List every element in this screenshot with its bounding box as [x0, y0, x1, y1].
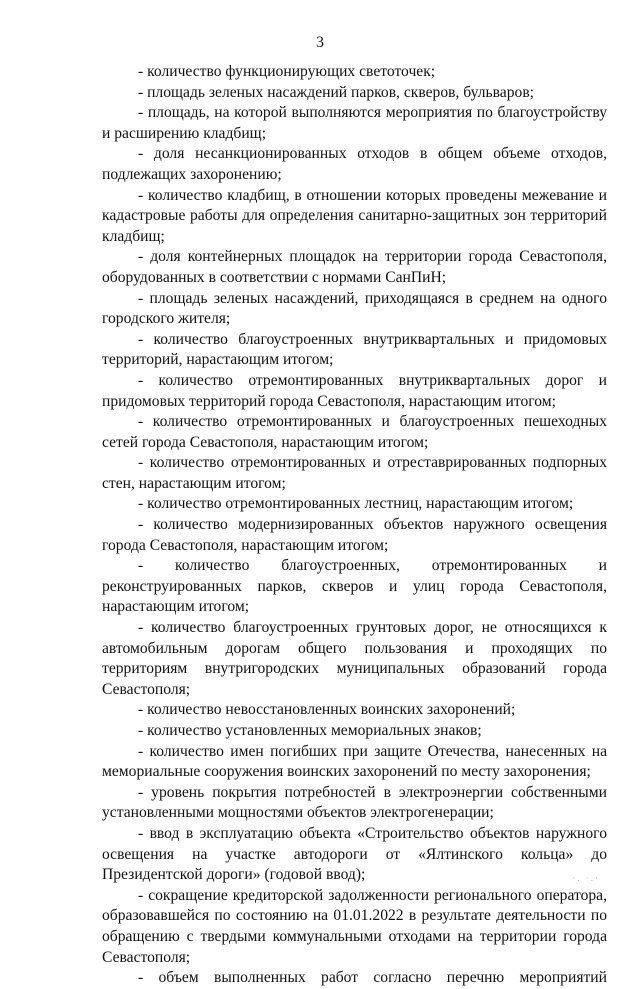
list-item: - площадь зеленых насаждений парков, скверов, бульваров;: [138, 83, 535, 101]
list-item: - количество отремонтированных и отреставрированных подпорных стен, нарастающим итогом;: [102, 454, 607, 492]
list-item: - уровень покрытия потребностей в электроэнергии собственными установленными мощностями объектов электрогенерации;: [102, 783, 607, 822]
list-item: - количество отремонтированных и благоустроенных пешеходных сетей города Севастополя, нарастающим итогом;: [102, 413, 607, 451]
list-item: - количество благоустроенных внутриквартальных и придомовых территорий, нарастающим итогом;: [102, 330, 607, 369]
list-item: - количество отремонтированных внутриквартальных дорог и придомовых территорий города Севастополя, нарастающим итогом;: [102, 371, 607, 410]
list-item: - количество благоустроенных грунтовых дорог, не относящихся к автомобильным дорогам общего пользования и проходящих по территориям внутригородских муниципальных образований города Севастополя;: [102, 619, 607, 698]
list-item: - количество кладбищ, в отношении которых проведены межевание и кадастровые работы для определения санитарно-защитных зон территорий кладбищ;: [102, 186, 607, 245]
list-item: - площадь зеленых насаждений, приходящаяся в среднем на одного городского жителя;: [102, 289, 607, 328]
page-number: 3: [316, 34, 324, 51]
list-item: - количество установленных мемориальных знаков;: [138, 722, 482, 739]
list-item: - ввод в эксплуатацию объекта «Строительство объектов наружного освещения на участке автодороги от «Ялтинского кольца» до Президентской дороги» (годовой ввод);: [102, 824, 607, 884]
list-item: - доля несанкционированных отходов в общем объеме отходов, подлежащих захоронению;: [102, 145, 607, 183]
list-item: - количество модернизированных объектов наружного освещения города Севастополя, нарастающим итогом;: [102, 516, 607, 554]
list-item: - площадь, на которой выполняются мероприятия по благоустройству и расширению кладбищ;: [102, 104, 607, 142]
list-item: - количество невосстановленных воинских захоронений;: [138, 701, 516, 719]
scan-artifact: ·. ·.·: [572, 873, 600, 883]
list-item: - доля контейнерных площадок на территории города Севастополя, оборудованных в соответствии с нормами СанПиН;: [102, 248, 607, 286]
list-item: - количество имен погибших при защите Отечества, нанесенных на мемориальные сооружения воинских захоронений по месту захоронения;: [102, 742, 607, 781]
list-item: - количество функционирующих светоточек;: [138, 63, 436, 80]
list-item: - объем выполненных работ согласно перечню мероприятий: [138, 969, 607, 987]
list-item: - сокращение кредиторской задолженности регионального оператора, образовавшейся по состоянию на 01.01.2022 в результате деятельности по обращению с твердыми коммунальными отходами на территории города Севастополя;: [102, 886, 607, 966]
indicator-list: [102, 62, 607, 989]
list-item: - количество отремонтированных лестниц, нарастающим итогом;: [138, 495, 574, 513]
list-item: - количество благоустроенных, отремонтированных и реконструированных парков, скверов и улиц города Севастополя, нарастающим итогом;: [102, 557, 607, 616]
